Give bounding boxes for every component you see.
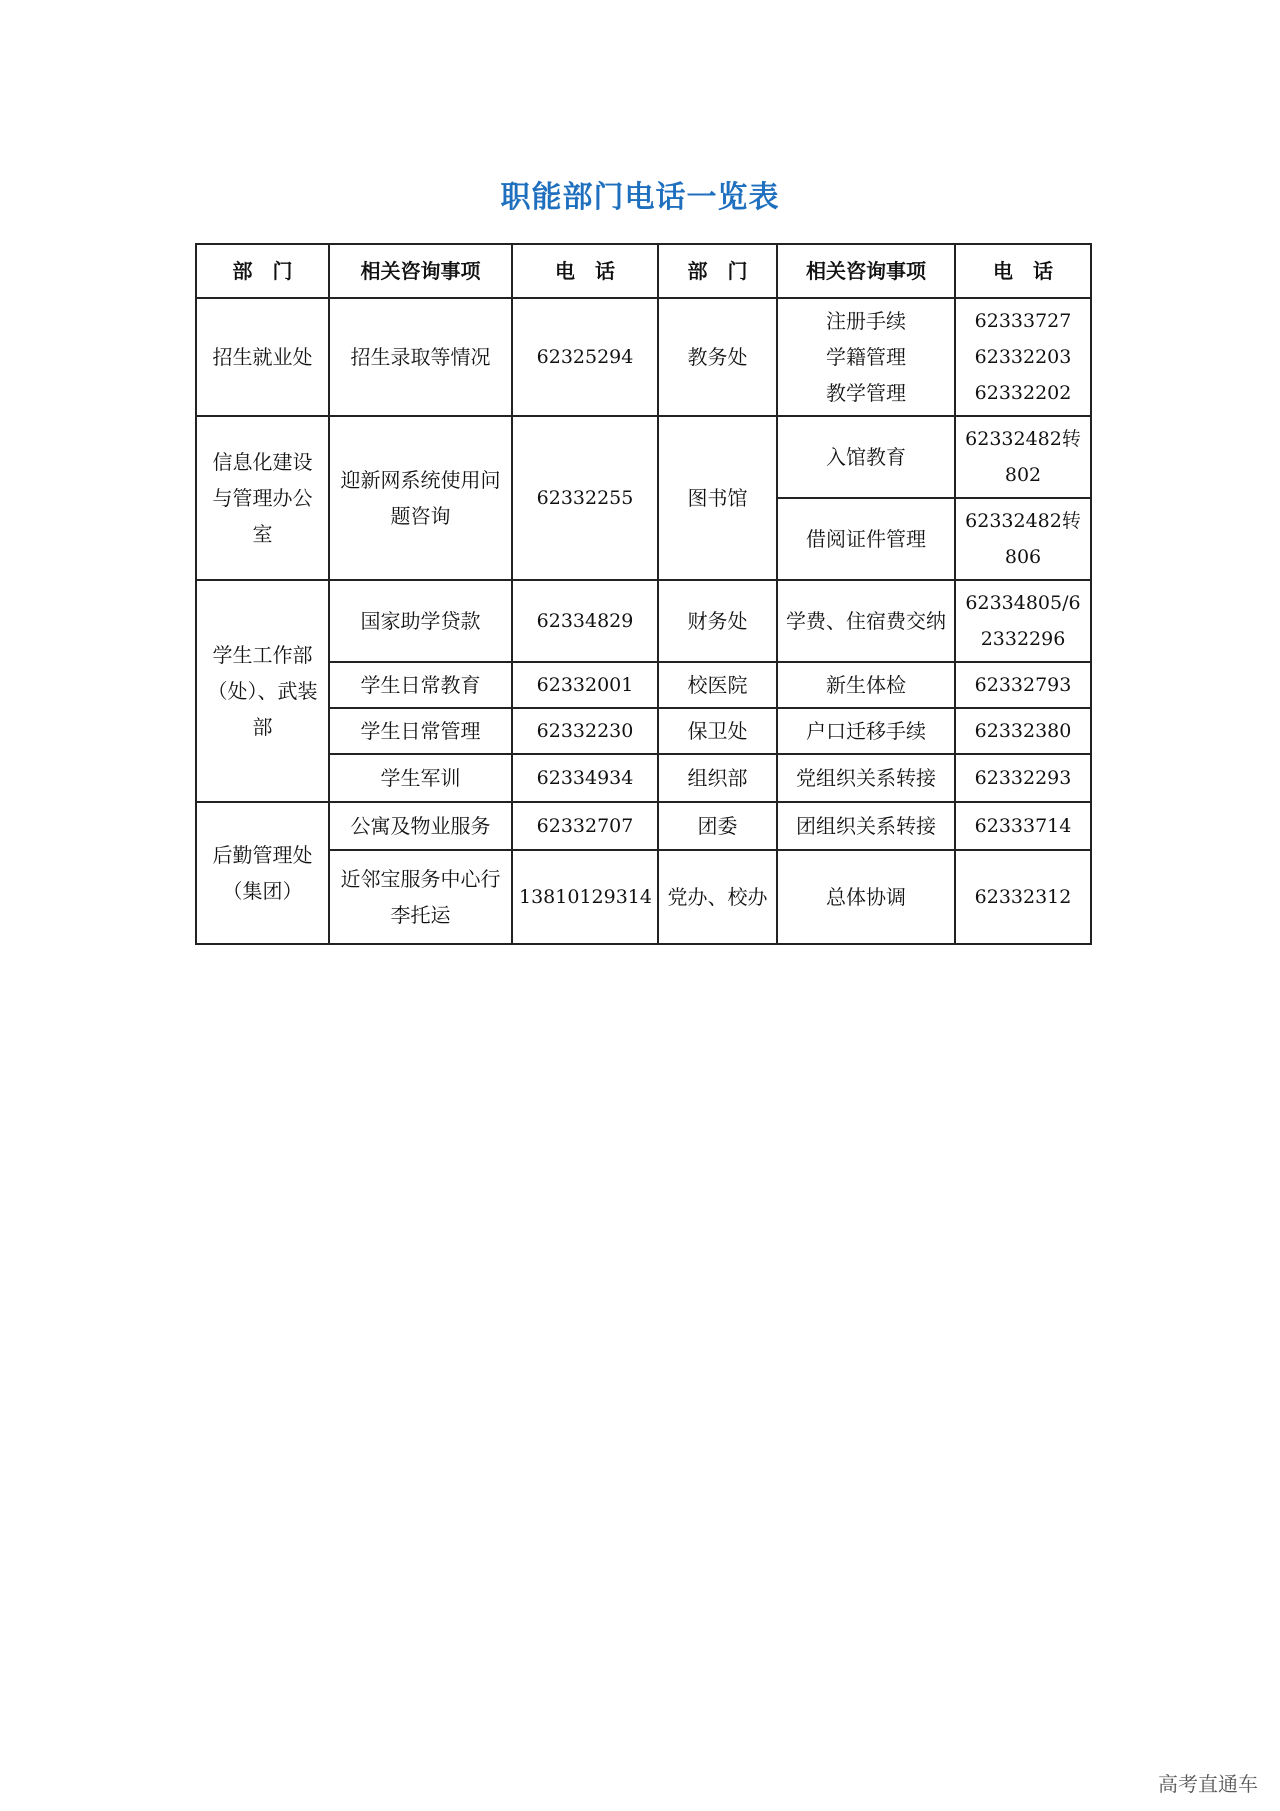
table-row <box>196 416 1091 498</box>
matter-line: 学籍管理 <box>826 345 906 369</box>
header-phone-2: 电 话 <box>955 244 1091 298</box>
table-row <box>196 708 1091 754</box>
matter-cell: 国家助学贷款 <box>329 580 512 662</box>
matter-cell: 迎新网系统使用问题咨询 <box>329 416 512 580</box>
matter-cell: 学生军训 <box>329 754 512 802</box>
matter-cell: 公寓及物业服务 <box>329 802 512 850</box>
phone-cell: 62332001 <box>512 662 658 708</box>
watermark-text: 高考直通车 <box>1158 1772 1258 1796</box>
phone-cell: 62332312 <box>955 850 1091 944</box>
header-dept-2: 部 门 <box>658 244 777 298</box>
phone-cell: 62334934 <box>512 754 658 802</box>
matter-cell: 学生日常管理 <box>329 708 512 754</box>
dept-cell: 招生就业处 <box>196 298 329 416</box>
phone-cell: 62332293 <box>955 754 1091 802</box>
department-phone-table <box>195 243 1092 945</box>
header-matters-2: 相关咨询事项 <box>777 244 955 298</box>
dept-cell: 团委 <box>658 802 777 850</box>
phone-cell <box>955 298 1091 416</box>
dept-cell: 后勤管理处（集团） <box>196 802 329 944</box>
dept-cell: 学生工作部（处）、武装部 <box>196 580 329 802</box>
matter-cell <box>777 298 955 416</box>
matter-cell: 总体协调 <box>777 850 955 944</box>
matter-cell: 入馆教育 <box>777 416 955 498</box>
dept-cell: 组织部 <box>658 754 777 802</box>
table-row <box>196 580 1091 662</box>
table-row <box>196 754 1091 802</box>
header-matters: 相关咨询事项 <box>329 244 512 298</box>
header-phone: 电 话 <box>512 244 658 298</box>
dept-cell: 财务处 <box>658 580 777 662</box>
matter-cell: 借阅证件管理 <box>777 498 955 580</box>
phone-cell: 13810129314 <box>512 850 658 944</box>
phone-cell: 62332230 <box>512 708 658 754</box>
matter-cell: 学费、住宿费交纳 <box>777 580 955 662</box>
dept-cell: 信息化建设与管理办公室 <box>196 416 329 580</box>
matter-cell: 团组织关系转接 <box>777 802 955 850</box>
dept-cell: 党办、校办 <box>658 850 777 944</box>
phone-line: 62333727 <box>974 310 1072 332</box>
page-title: 职能部门电话一览表 <box>500 180 780 215</box>
matter-line: 注册手续 <box>826 309 906 333</box>
phone-cell: 62333714 <box>955 802 1091 850</box>
phone-cell: 62332482转806 <box>955 498 1091 580</box>
table-row <box>196 802 1091 850</box>
phone-cell: 62332380 <box>955 708 1091 754</box>
matter-cell: 党组织关系转接 <box>777 754 955 802</box>
phone-cell: 62332255 <box>512 416 658 580</box>
matter-cell: 近邻宝服务中心行李托运 <box>329 850 512 944</box>
matter-cell: 户口迁移手续 <box>777 708 955 754</box>
phone-cell: 62332482转802 <box>955 416 1091 498</box>
phone-cell: 62332793 <box>955 662 1091 708</box>
phone-line: 62332202 <box>974 382 1072 404</box>
dept-cell: 图书馆 <box>658 416 777 580</box>
matter-line: 教学管理 <box>826 381 906 405</box>
table-header-row <box>196 244 1091 298</box>
matter-cell: 招生录取等情况 <box>329 298 512 416</box>
phone-cell: 62334805/62332296 <box>955 580 1091 662</box>
matter-cell: 学生日常教育 <box>329 662 512 708</box>
phone-cell: 62334829 <box>512 580 658 662</box>
table-row <box>196 662 1091 708</box>
header-dept: 部 门 <box>196 244 329 298</box>
phone-line: 62332203 <box>974 346 1072 368</box>
table-row <box>196 850 1091 944</box>
dept-cell: 保卫处 <box>658 708 777 754</box>
phone-cell: 62325294 <box>512 298 658 416</box>
dept-cell: 教务处 <box>658 298 777 416</box>
dept-cell: 校医院 <box>658 662 777 708</box>
matter-cell: 新生体检 <box>777 662 955 708</box>
table-row <box>196 298 1091 416</box>
phone-cell: 62332707 <box>512 802 658 850</box>
